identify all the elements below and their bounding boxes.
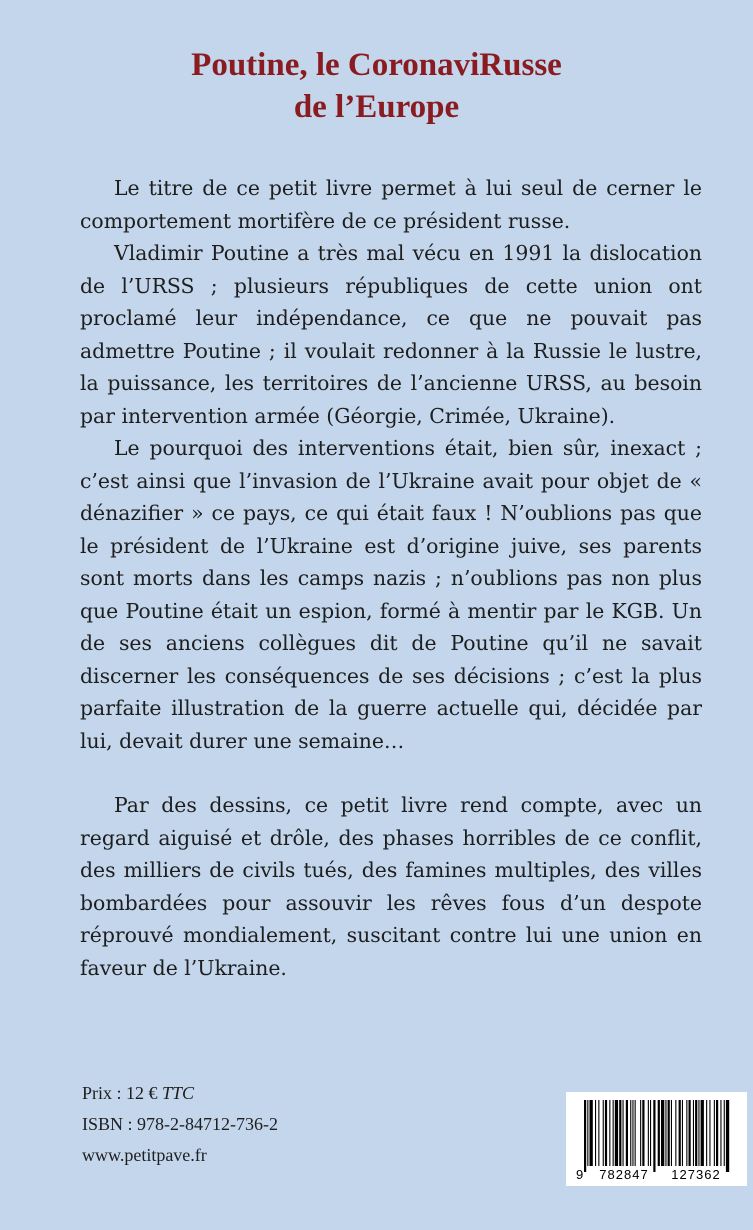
- barcode-bar: [598, 1100, 599, 1166]
- back-cover-text: [80, 172, 702, 984]
- barcode-bar: [726, 1100, 729, 1172]
- barcode-bar: [716, 1100, 718, 1166]
- barcode-bar: [675, 1100, 676, 1166]
- barcode-bar: [605, 1100, 607, 1166]
- barcode-bar: [668, 1100, 670, 1166]
- barcode-bar: [632, 1100, 633, 1166]
- title-line-1: Poutine, le CoronaviRusse: [191, 47, 562, 83]
- barcode-bar: [720, 1100, 721, 1166]
- barcode-bar: [661, 1100, 664, 1166]
- barcode-bar: [635, 1100, 636, 1166]
- price-label: Prix : 12 €: [82, 1083, 158, 1103]
- barcode-graphic: [566, 1092, 747, 1186]
- barcode-bar: [698, 1100, 699, 1166]
- barcode-bar: [613, 1100, 614, 1166]
- barcode-bar: [709, 1100, 710, 1166]
- book-title: [0, 44, 753, 128]
- website-link[interactable]: www.petitpave.fr: [82, 1145, 207, 1165]
- barcode-bar: [640, 1100, 641, 1166]
- barcode: [566, 1092, 747, 1186]
- barcode-first-digit: 9: [576, 1167, 584, 1182]
- barcode-bar: [650, 1100, 651, 1166]
- barcode-bar: [595, 1100, 596, 1166]
- barcode-bar: [693, 1100, 694, 1166]
- barcode-bar: [658, 1100, 660, 1166]
- barcode-bar: [679, 1100, 681, 1166]
- barcode-bar: [615, 1100, 618, 1166]
- barcode-bar: [665, 1100, 666, 1166]
- barcode-bar: [626, 1100, 628, 1166]
- barcode-bar: [689, 1100, 691, 1166]
- barcode-bar: [653, 1100, 655, 1172]
- barcode-bar: [695, 1100, 697, 1166]
- barcode-bar: [623, 1100, 624, 1166]
- barcode-bars: [584, 1100, 729, 1172]
- price-suffix: TTC: [162, 1083, 195, 1103]
- barcode-bar: [706, 1100, 707, 1166]
- barcode-bar: [630, 1100, 631, 1166]
- barcode-bar: [714, 1100, 715, 1166]
- barcode-bar: [686, 1100, 687, 1166]
- barcode-bar: [642, 1100, 644, 1166]
- paragraph-4: Par des dessins, ce petit livre rend compte, avec un regard aiguisé et drôle, des phases horribles de ce conflit, des milliers de civils tués, des famines multiples, des villes bombardées pour assouvir les rêves fous d’un despote réprouvé mondialement, suscitant contre lui une union en faveur de l’Ukraine.: [80, 793, 702, 980]
- paragraph-3: Le pourquoi des interventions était, bien sûr, inexact ; c’est ainsi que l’invasion de l’Ukraine avait pour objet de « dénazifier » ce pays, ce qui était faux ! N’oublions pas que le président de l’Ukraine est d’origine juive, ses parents sont morts dans les camps nazis ; n’oublions pas non plus que Poutine était un espion, formé à mentir par le KGB. Un de ses anciens collègues dit de Poutine qu’il ne savait discerner les conséquences de ses décisions ; c’est la plus parfaite illustration de la guerre actuelle qui, décidée par lui, devait durer une semaine…: [80, 436, 702, 753]
- barcode-group-2: 127362: [671, 1167, 721, 1182]
- barcode-bar: [701, 1100, 704, 1166]
- paragraph-1: Le titre de ce petit livre permet à lui seul de cerner le comportement mortifère de ce président russe.: [80, 176, 702, 233]
- barcode-bar: [603, 1100, 604, 1166]
- barcode-bar: [682, 1100, 683, 1166]
- barcode-bar: [609, 1100, 610, 1166]
- paragraph-2: Vladimir Poutine a très mal vécu en 1991 la dislocation de l’URSS ; plusieurs républiques de cette union ont proclamé leur indépendance, ce que ne pouvait pas admettre Poutine ; il voulait redonner à la Russie le lustre, la puissance, les territoires de l’ancienne URSS, au besoin par intervention armée (Géorgie, Crimée, Ukraine).: [80, 241, 702, 428]
- barcode-bar: [584, 1100, 586, 1172]
- price-line: [82, 1078, 278, 1109]
- barcode-bar: [671, 1100, 672, 1166]
- barcode-group-1: 782847: [599, 1167, 649, 1182]
- barcode-bar: [590, 1100, 593, 1166]
- barcode-bar: [724, 1100, 725, 1166]
- barcode-bar: [648, 1100, 649, 1166]
- barcode-bar: [587, 1100, 588, 1166]
- title-line-2: de l’Europe: [293, 89, 460, 125]
- barcode-bar: [619, 1100, 621, 1166]
- isbn-line: ISBN : 978-2-84712-736-2: [82, 1114, 278, 1134]
- publication-info: [82, 1078, 278, 1171]
